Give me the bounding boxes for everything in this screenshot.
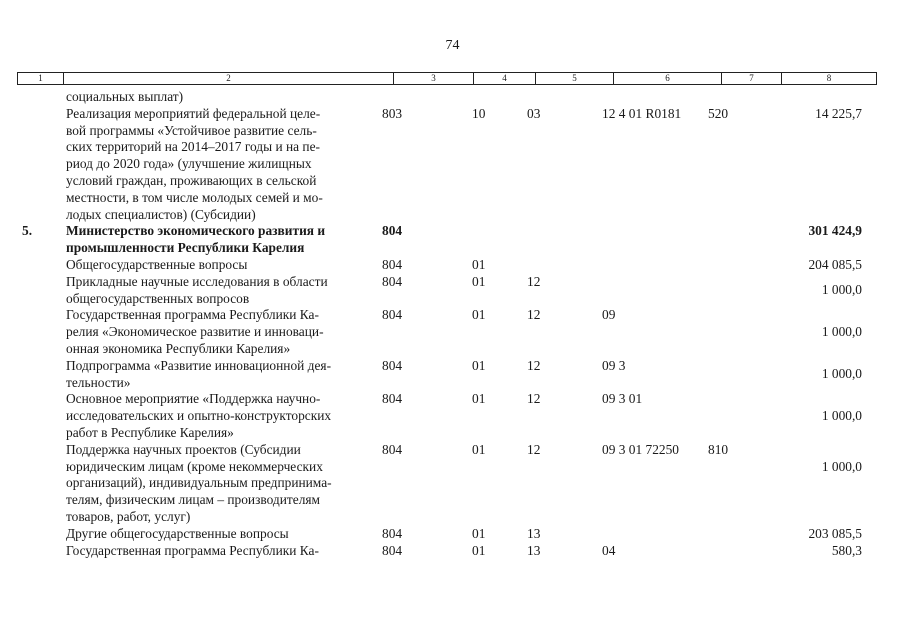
amount: 14 225,7: [815, 105, 862, 121]
code-target: 04: [602, 542, 616, 558]
row-name: [66, 307, 368, 357]
amount: 204 085,5: [808, 257, 862, 272]
code-subsection: 13: [527, 542, 541, 558]
row-name-line: местности, в том числе молодых семей и мо-: [66, 189, 323, 205]
amount: 1 000,0: [821, 366, 862, 382]
page-number: 74: [445, 38, 460, 53]
row-number: 5.: [22, 223, 33, 239]
code-ministry: 804: [382, 525, 403, 541]
row-name-line: условий граждан, проживающих в сельской: [66, 172, 317, 188]
amount: 301 424,9: [808, 223, 862, 239]
code-expense-type: 520: [708, 105, 729, 121]
header-col-8: 8: [781, 73, 876, 84]
header-col-5: 5: [535, 73, 613, 84]
code-section: 01: [472, 273, 486, 289]
code-section: 01: [472, 257, 486, 272]
row-name-line: общегосударственных вопросов: [66, 290, 250, 306]
code-subsection: 12: [527, 273, 541, 289]
row-name: [66, 106, 368, 224]
code-section: 01: [472, 441, 486, 457]
row-name-line: Прикладные научные исследования в области: [66, 273, 328, 289]
row-name-line: Государственная программа Республики Ка-: [66, 542, 319, 558]
code-ministry: 804: [382, 273, 403, 289]
row-name: [66, 89, 368, 106]
amount: 1 000,0: [821, 282, 862, 298]
code-section: 01: [472, 307, 486, 323]
code-section: 10: [472, 105, 486, 121]
amount: 1 000,0: [821, 458, 862, 474]
row-name-line: вой программы «Устойчивое развитие сель-: [66, 122, 317, 138]
row-name: [66, 358, 368, 392]
row-name-line: работ в Республике Карелия»: [66, 424, 234, 440]
code-ministry: 804: [382, 542, 403, 558]
code-target: 09 3 01 72250: [602, 441, 679, 457]
row-name-line: Общегосударственные вопросы: [66, 257, 248, 272]
row-name-line: Реализация мероприятий федеральной целе-: [66, 105, 321, 121]
row-name-line: промышленности Республики Карелия: [66, 240, 305, 256]
row-name: [66, 543, 368, 560]
row-name-line: релия «Экономическое развитие и инноваци-: [66, 324, 324, 340]
code-expense-type: 810: [708, 441, 729, 457]
code-ministry: 804: [382, 257, 403, 272]
code-subsection: 12: [527, 357, 541, 373]
code-target: 09 3: [602, 357, 626, 373]
code-subsection: 13: [527, 525, 541, 541]
row-name: [66, 274, 368, 308]
amount: 1 000,0: [821, 408, 862, 424]
header-col-3: 3: [393, 73, 473, 84]
code-subsection: 12: [527, 391, 541, 407]
code-ministry: 804: [382, 441, 403, 457]
header-col-2: 2: [63, 73, 393, 84]
code-section: 01: [472, 542, 486, 558]
row-name-line: товаров, работ, услуг): [66, 508, 191, 524]
row-name-line: Министерство экономического развития и: [66, 223, 326, 239]
row-name-line: Другие общегосударственные вопросы: [66, 525, 289, 541]
header-col-7: 7: [721, 73, 781, 84]
row-name-line: ских территорий на 2014–2017 годы и на пе-: [66, 139, 320, 155]
row-name-line: социальных выплат): [66, 89, 184, 104]
code-subsection: 03: [527, 105, 541, 121]
row-name-line: тельности»: [66, 374, 131, 390]
row-name: [66, 442, 368, 526]
row-name: [66, 223, 368, 257]
row-name-line: Подпрограмма «Развитие инновационной дея-: [66, 357, 332, 373]
code-ministry: 804: [382, 223, 403, 239]
code-subsection: 12: [527, 441, 541, 457]
row-name-line: Основное мероприятие «Поддержка научно-: [66, 391, 321, 407]
row-name: [66, 391, 368, 441]
row-name-line: телям, физическим лицам – производителям: [66, 492, 321, 508]
header-col-4: 4: [473, 73, 535, 84]
code-section: 01: [472, 357, 486, 373]
row-name-line: организаций), индивидуальным предпринима-: [66, 475, 332, 491]
row-name-line: Государственная программа Республики Ка-: [66, 307, 319, 323]
row-name-line: юридическим лицам (кроме некоммерческих: [66, 458, 323, 474]
row-name-line: исследовательских и опытно-конструкторских: [66, 408, 332, 424]
header-col-1: 1: [38, 73, 43, 83]
code-subsection: 12: [527, 307, 541, 323]
row-name-line: риод до 2020 года» (улучшение жилищных: [66, 156, 312, 172]
amount: 203 085,5: [808, 525, 862, 541]
code-target: 12 4 01 R0181: [602, 105, 682, 121]
table-header-row: [17, 72, 877, 85]
code-section: 01: [472, 525, 486, 541]
header-col-6: 6: [613, 73, 721, 84]
code-ministry: 803: [382, 105, 403, 121]
code-section: 01: [472, 391, 486, 407]
code-ministry: 804: [382, 391, 403, 407]
code-target: 09 3 01: [602, 391, 643, 407]
row-name: [66, 526, 368, 543]
amount: 580,3: [831, 542, 862, 558]
row-name-line: Поддержка научных проектов (Субсидии: [66, 441, 301, 457]
code-ministry: 804: [382, 307, 403, 323]
row-name-line: онная экономика Республики Карелия»: [66, 340, 291, 356]
row-name: [66, 257, 368, 274]
amount: 1 000,0: [821, 324, 862, 340]
row-name-line: лодых специалистов) (Субсидии): [66, 206, 256, 222]
code-ministry: 804: [382, 357, 403, 373]
code-target: 09: [602, 307, 616, 323]
